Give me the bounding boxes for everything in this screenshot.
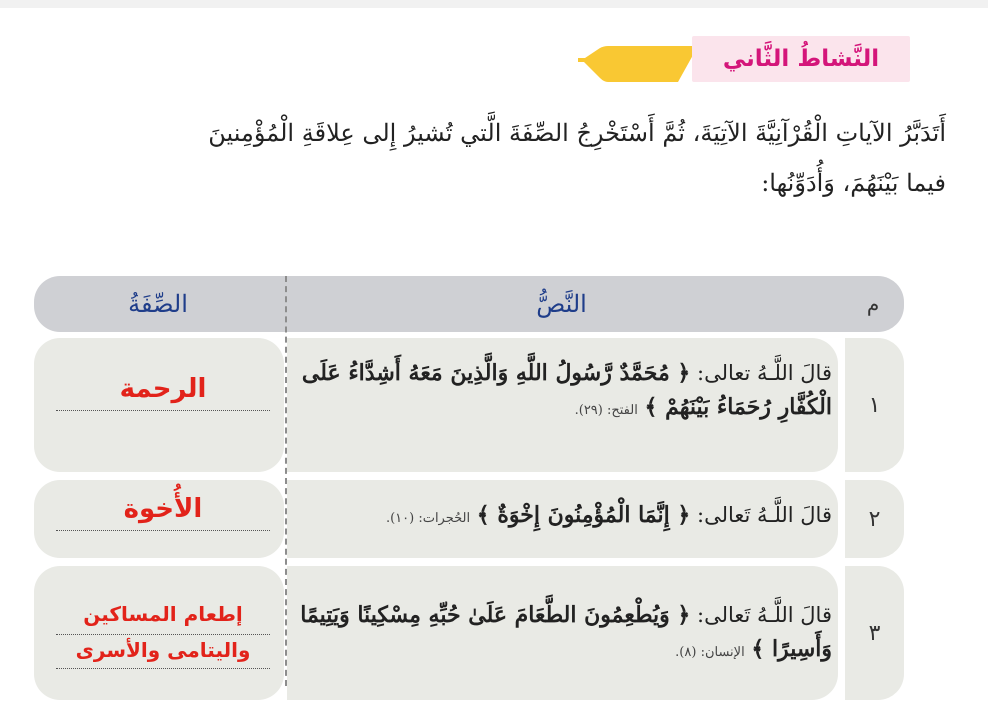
row-1-verse-line-1: ﴿ مُحَمَّدٌ رَّسُولُ اللَّهِ وَالَّذِينَ مَعَهُ أَشِدَّاءُ عَلَى	[301, 360, 691, 386]
row-2-number: ٢	[845, 480, 904, 558]
row-3-verse-line-2: وَأَسِيرًا ﴾	[751, 636, 832, 663]
row-1-verse	[296, 356, 832, 424]
header-trait: الصِّفَةُ	[128, 290, 188, 318]
row-1-intro: قالَ اللَّـهُ تعالى:	[697, 361, 832, 385]
header-text: النَّصُّ	[536, 290, 587, 318]
row-1-answer: الرحمة	[119, 374, 207, 404]
row-1-answer-cell	[34, 338, 284, 472]
row-3-reference: الإنسان: (٨).	[675, 645, 745, 661]
row-1-verse-line-2: الْكُفَّارِ رُحَمَاءُ بَيْنَهُمْ ﴾	[644, 394, 832, 421]
row-3-answer-line-1: إطعام المساكين	[83, 602, 243, 626]
badge-arrow-icon	[578, 38, 698, 82]
row-1-reference: الفتح: (٢٩).	[574, 403, 638, 419]
row-3-verse-line-1: ﴿ وَيُطْعِمُونَ الطَّعَامَ عَلَىٰ حُبِّهِ مِسْكِينًا وَيَتِيمًا	[300, 602, 691, 628]
row-3-answer-cell	[34, 566, 284, 700]
row-2-answer-line	[56, 530, 270, 531]
activity-badge	[578, 30, 910, 88]
instruction-line-1: أَتَدَبَّرُ الآياتِ الْقُرْآنِيَّةَ الآتِيَةَ، ثُمَّ أَسْتَخْرِجُ الصِّفَةَ الَّتي تُشيرُ إِلى عِلاقَةِ الْمُؤْمِنينَ	[208, 119, 946, 147]
row-2-answer: الأُخوة	[123, 494, 203, 524]
instruction-line-2: فيما بَيْنَهُمَ، وَأُدَوِّنُها:	[761, 169, 946, 197]
row-3-intro: قالَ اللَّـهُ تَعالى:	[697, 603, 832, 627]
table-header	[34, 276, 904, 332]
top-bar	[0, 0, 988, 8]
row-2-verse-line-1: ﴿ إِنَّمَا الْمُؤْمِنُونَ إِخْوَةٌ ﴾	[476, 502, 691, 528]
row-2-intro: قالَ اللَّـهُ تَعالى:	[697, 503, 832, 527]
row-3-answer-line-2: واليتامى والأسرى	[75, 638, 251, 662]
row-3-answer-line-a	[56, 634, 270, 635]
row-1-number: ١	[845, 338, 904, 472]
header-number: م	[866, 292, 880, 316]
row-3-answer-line-b	[56, 668, 270, 669]
activity-title: النَّشاطُ الثَّاني	[692, 36, 910, 82]
row-1-answer-line	[56, 410, 270, 411]
row-3-verse	[296, 598, 832, 666]
row-2-reference: الحُجرات: (١٠).	[385, 511, 471, 526]
column-divider	[285, 276, 287, 686]
row-2-verse	[296, 498, 832, 532]
row-3-number: ٣	[845, 566, 904, 700]
